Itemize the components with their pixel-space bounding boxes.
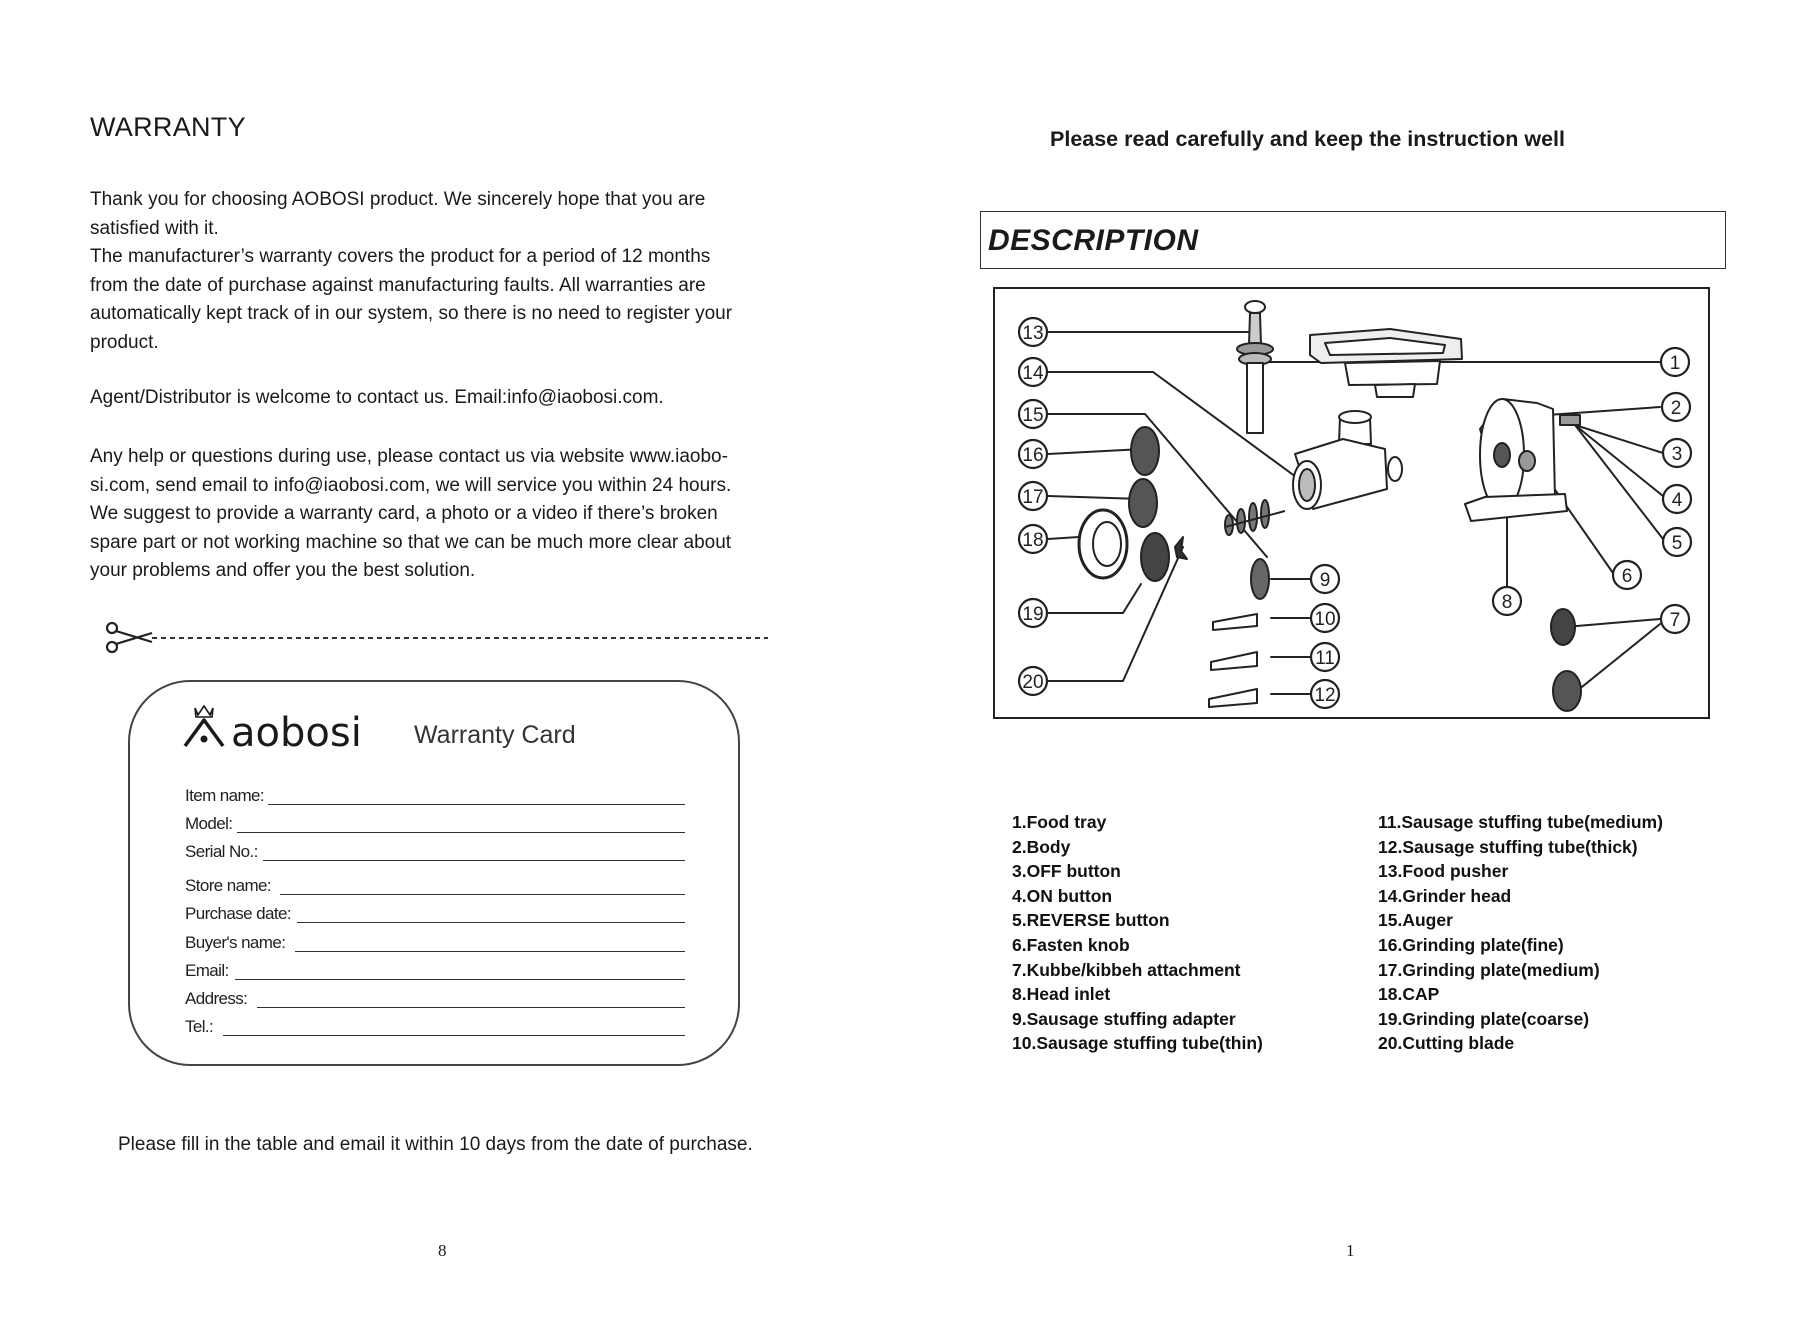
svg-text:5: 5 — [1671, 533, 1683, 554]
field-underline — [257, 1007, 685, 1008]
warranty-card-title: Warranty Card — [414, 721, 576, 749]
svg-text:17: 17 — [1022, 487, 1044, 508]
serial-no-field[interactable] — [185, 838, 685, 866]
field-label: Store name: — [185, 876, 272, 895]
warranty-title: WARRANTY — [90, 112, 246, 142]
field-label: Serial No.: — [185, 842, 258, 861]
text-line: Thank you for choosing AOBOSI product. We sincerely hope that you are — [90, 189, 706, 210]
callout-13 — [1019, 318, 1047, 346]
svg-text:10: 10 — [1314, 609, 1336, 630]
item-name-field[interactable] — [185, 782, 685, 810]
field-underline — [297, 922, 685, 923]
list-item: 8.Head inlet — [1012, 984, 1111, 1005]
field-underline — [237, 832, 685, 833]
list-item: 15.Auger — [1378, 910, 1453, 931]
scissors-icon — [107, 623, 152, 652]
callout-11 — [1311, 643, 1339, 671]
svg-text:13: 13 — [1022, 323, 1044, 344]
section-title: DESCRIPTION — [988, 224, 1199, 257]
callout-1 — [1661, 348, 1689, 376]
list-item: 7.Kubbe/kibbeh attachment — [1012, 959, 1241, 980]
list-item: 10.Sausage stuffing tube(thin) — [1012, 1033, 1263, 1054]
field-label: Purchase date: — [185, 904, 291, 923]
list-item: 11.Sausage stuffing tube(medium) — [1378, 812, 1663, 832]
svg-text:6: 6 — [1621, 566, 1633, 587]
callout-14 — [1019, 358, 1047, 386]
svg-text:4: 4 — [1671, 490, 1683, 511]
callout-7 — [1661, 605, 1689, 633]
list-item: 20.Cutting blade — [1378, 1033, 1515, 1054]
list-item: 5.REVERSE button — [1012, 910, 1170, 931]
field-label: Email: — [185, 961, 229, 980]
page-number-left: 8 — [438, 1241, 447, 1260]
callout-17 — [1019, 482, 1047, 510]
callout-10 — [1311, 604, 1339, 632]
list-item: 19.Grinding plate(coarse) — [1378, 1008, 1590, 1029]
parts-list-right — [1378, 810, 1663, 1056]
store-name-field[interactable] — [185, 872, 685, 900]
purchase-date-field[interactable] — [185, 900, 685, 928]
list-item: 6.Fasten knob — [1012, 934, 1130, 955]
svg-text:aobosi: aobosi — [231, 710, 362, 756]
field-underline — [280, 894, 685, 895]
page-number-right: 1 — [1346, 1241, 1355, 1260]
callout-8 — [1493, 587, 1521, 615]
callout-9 — [1311, 565, 1339, 593]
address-field[interactable] — [185, 985, 685, 1013]
svg-text:12: 12 — [1314, 685, 1336, 706]
list-item: 16.Grinding plate(fine) — [1378, 934, 1564, 955]
svg-text:8: 8 — [1501, 592, 1513, 613]
field-label: Model: — [185, 814, 233, 833]
svg-text:2: 2 — [1670, 398, 1682, 419]
svg-text:20: 20 — [1022, 672, 1044, 693]
text-line: product. — [90, 331, 159, 353]
list-item: 3.OFF button — [1012, 861, 1121, 882]
list-item: 9.Sausage stuffing adapter — [1012, 1008, 1236, 1029]
list-item: 2.Body — [1012, 836, 1071, 857]
text-line: from the date of purchase against manufacturing faults. All warranties are — [90, 274, 706, 296]
svg-text:3: 3 — [1671, 444, 1683, 465]
text-line: Any help or questions during use, please contact us via website www.iaobo- — [90, 446, 728, 467]
list-item: 13.Food pusher — [1378, 861, 1509, 882]
callout-2 — [1662, 393, 1690, 421]
svg-text:9: 9 — [1319, 570, 1331, 591]
callout-3 — [1663, 439, 1691, 467]
list-item: 17.Grinding plate(medium) — [1378, 959, 1600, 980]
description-header — [980, 211, 1726, 269]
callout-4 — [1663, 485, 1691, 513]
text-line: your problems and offer you the best solution. — [90, 560, 476, 581]
field-label: Address: — [185, 989, 248, 1008]
field-label: Tel.: — [185, 1017, 214, 1036]
field-underline — [235, 979, 685, 980]
distributor-contact: Agent/Distributor is welcome to contact us. Email:info@iaobosi.com. — [90, 387, 664, 408]
svg-text:16: 16 — [1022, 445, 1044, 466]
parts-diagram — [993, 287, 1710, 719]
callout-12 — [1311, 680, 1339, 708]
callout-20 — [1019, 667, 1047, 695]
field-underline — [268, 804, 685, 805]
svg-text:18: 18 — [1022, 530, 1044, 551]
cut-line — [104, 620, 769, 656]
list-item: 18.CAP — [1378, 984, 1440, 1005]
field-underline — [263, 860, 685, 861]
callout-15 — [1019, 400, 1047, 428]
callout-19 — [1019, 599, 1047, 627]
email-field[interactable] — [185, 957, 685, 985]
text-line: spare part or not working machine so that we can be much more clear about — [90, 531, 732, 553]
text-line: satisfied with it. — [90, 217, 219, 239]
svg-text:1: 1 — [1669, 353, 1681, 374]
text-line: automatically kept track of in our system, so there is no need to register your — [90, 303, 733, 324]
svg-text:11: 11 — [1315, 648, 1335, 669]
list-item: 4.ON button — [1012, 885, 1113, 906]
field-underline — [223, 1035, 685, 1036]
text-line: si.com, send email to info@iaobosi.com, we will service you within 24 hours. — [90, 474, 732, 496]
warranty-paragraph-1 — [90, 186, 810, 357]
model-field[interactable] — [185, 810, 685, 838]
buyer-name-field[interactable] — [185, 929, 685, 957]
svg-text:19: 19 — [1022, 604, 1044, 625]
parts-diagram-svg — [995, 289, 1708, 717]
list-item: 14.Grinder head — [1378, 885, 1512, 906]
list-item: 12.Sausage stuffing tube(thick) — [1378, 836, 1638, 857]
aobosi-logo — [183, 698, 403, 758]
field-underline — [295, 951, 685, 952]
parts-list-left — [1012, 810, 1263, 1056]
instruction-heading: Please read carefully and keep the instruction well — [1050, 127, 1565, 151]
list-item: 1.Food tray — [1012, 812, 1107, 832]
svg-text:14: 14 — [1022, 363, 1044, 384]
callout-5 — [1663, 528, 1691, 556]
field-label: Item name: — [185, 786, 265, 805]
svg-text:15: 15 — [1022, 405, 1044, 426]
svg-text:7: 7 — [1669, 610, 1681, 631]
callout-6 — [1613, 561, 1641, 589]
support-paragraph — [90, 443, 810, 586]
text-line: The manufacturer’s warranty covers the product for a period of 12 months — [90, 246, 711, 267]
fill-instruction: Please fill in the table and email it within 10 days from the date of purchase. — [118, 1134, 753, 1155]
tel-field[interactable] — [185, 1013, 685, 1041]
callout-18 — [1019, 525, 1047, 553]
text-line: We suggest to provide a warranty card, a photo or a video if there’s broken — [90, 503, 718, 524]
callout-16 — [1019, 440, 1047, 468]
field-label: Buyer's name: — [185, 933, 286, 952]
